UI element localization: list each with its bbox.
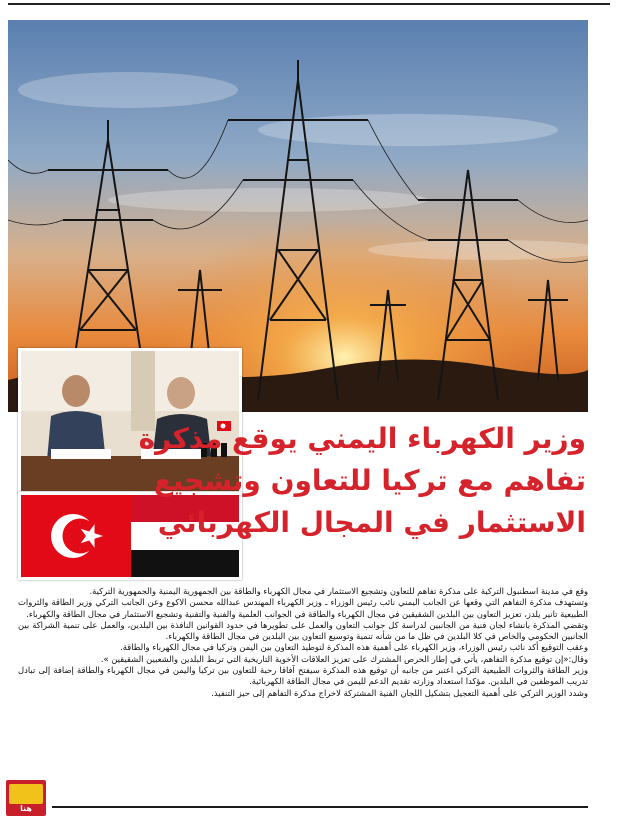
article-paragraph: وتقضي المذكرة بانشاء لجان فنية من الجانبين لدراسة كل جوانب التعاون والعمل على تطويرها في حدود القوانين النافذة بين البلدين، والعمل على تنمية الشراكة بين الجانبين الحكومي والخاص في كلا البلدين في ظل ما من شأنه تنمية وتوسيع التعاون بين البلدين في مجال الطاقة والكهرباء. — [18, 619, 588, 642]
person-right-head — [167, 377, 195, 409]
article-paragraph: وزير الطاقة والثروات الطبيعية التركي اعتبر من جانبه أن توقيع هذه المذكرة سيفتح آفاقا رحبة للتعاون بين تركيا واليمن في مجال الكهرباء والطاقة إضافة إلى تبادل تدريب الموظفين في البلدين. مؤكدا استعداد وزارته تقديم الدعم لليمن في مجال الطاقة الكهربائية. — [18, 665, 588, 687]
article-paragraph: وقع في مدينة اسطنبول التركية على مذكرة تفاهم للتعاون وتشجيع الاستثمار في مجال الكهرباء والطاقة بين الجمهورية اليمنية والجمهورية التركية. — [89, 586, 588, 596]
article-paragraph: وشدد الوزير التركي على أهمية التعجيل بتشكيل اللجان الفنية المشتركة لاخراج مذكرة التفاهم إلى حيز التنفيذ. — [211, 687, 588, 698]
top-rule-line — [8, 3, 610, 5]
turkey-flag — [21, 495, 131, 577]
logo-mark-icon — [9, 784, 43, 804]
article-paragraph: وقال:«إن توقيع مذكرة التفاهم، يأتي في إطار الحرص المشترك على تعزيز العلاقات الأخوية التاريخية التي تربط البلدين والشعبين الشقيقين ». — [100, 653, 588, 664]
publication-logo — [6, 780, 46, 816]
person-left-head — [62, 375, 90, 407]
article-paragraph: وتستهدف مذكرة التفاهم التي وقعها عن الجانب اليمني نائب رئيس الوزراء ـ وزير الكهرباء المهندس عبدالله محسن الاكوع وعن الجانب التركي وزير الطاقة والثروات الطبيعية تانير يلدز، تعزيز التعاون بين البلدين الشقيقين في مجال الكهرباء والطاقة في الجوانب العلمية والفنية والتقنية وتشجيع الاستثمار في مجال الطاقة والكهرباء. — [18, 597, 588, 619]
document-left — [51, 449, 111, 459]
bottom-rule — [52, 806, 588, 808]
headline — [138, 418, 586, 544]
logo-text: هنا — [20, 804, 32, 813]
article-body — [18, 586, 588, 699]
headline-line-1: وزير الكهرباء اليمني يوقع مذكرة — [138, 422, 586, 455]
headline-line-3: الاستثمار في المجال الكهربائي — [157, 506, 586, 539]
article-paragraph: وعقب التوقيع أكد نائب رئيس الوزراء، وزير الكهرباء على أهمية هذه المذكرة لتوطيد التعاون بين اليمن وتركيا في مجال الكهرباء والطاقة. — [120, 642, 588, 653]
top-border — [0, 0, 618, 8]
headline-line-2: تفاهم مع تركيا للتعاون وتشجيع — [153, 464, 586, 497]
